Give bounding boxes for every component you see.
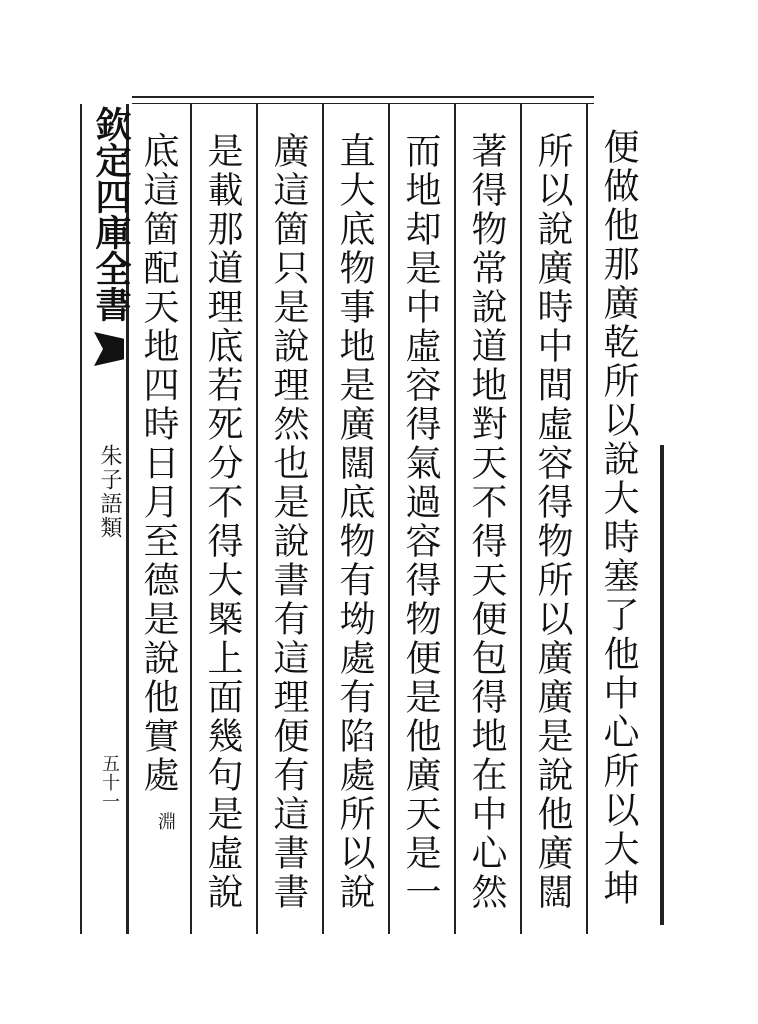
column-divider xyxy=(454,104,456,934)
book-title: 朱子語類 xyxy=(97,444,122,540)
column-divider xyxy=(190,104,192,934)
text-column-1: 便做他那廣乾所以說大時塞了他中心所以大坤 xyxy=(598,128,639,908)
text-column-7: 是載那道理底若死分不得大槩上面幾句是虛說 xyxy=(202,132,243,912)
top-border-inner xyxy=(132,103,594,104)
right-border xyxy=(660,445,664,925)
collection-title: 欽定四庫全書 xyxy=(90,106,132,322)
fish-tail-mark xyxy=(94,332,124,366)
text-column-8: 底這箇配天地四時日月至德是說他實處 xyxy=(138,132,179,795)
column-divider xyxy=(388,104,390,934)
text-column-3: 著得物常說道地對天不得天便包得地在中心然 xyxy=(466,132,507,912)
text-column-5: 直大底物事地是廣闊底物有坳處有陷處所以說 xyxy=(334,132,375,912)
attribution-note: 淵 xyxy=(155,812,176,831)
text-column-2: 所以說廣時中間虛容得物所以廣廣是說他廣闊 xyxy=(532,132,573,912)
margin-divider xyxy=(80,104,82,934)
column-divider xyxy=(520,104,522,934)
text-column-6: 廣這箇只是說理然也是說書有這理便有這書書 xyxy=(268,132,309,912)
text-column-4: 而地却是中虛容得氣過容得物便是他廣天是一 xyxy=(400,132,441,912)
column-divider xyxy=(586,104,588,934)
column-divider xyxy=(322,104,324,934)
top-border xyxy=(132,96,594,98)
page-number: 五十一 xyxy=(99,754,120,811)
column-divider xyxy=(256,104,258,934)
